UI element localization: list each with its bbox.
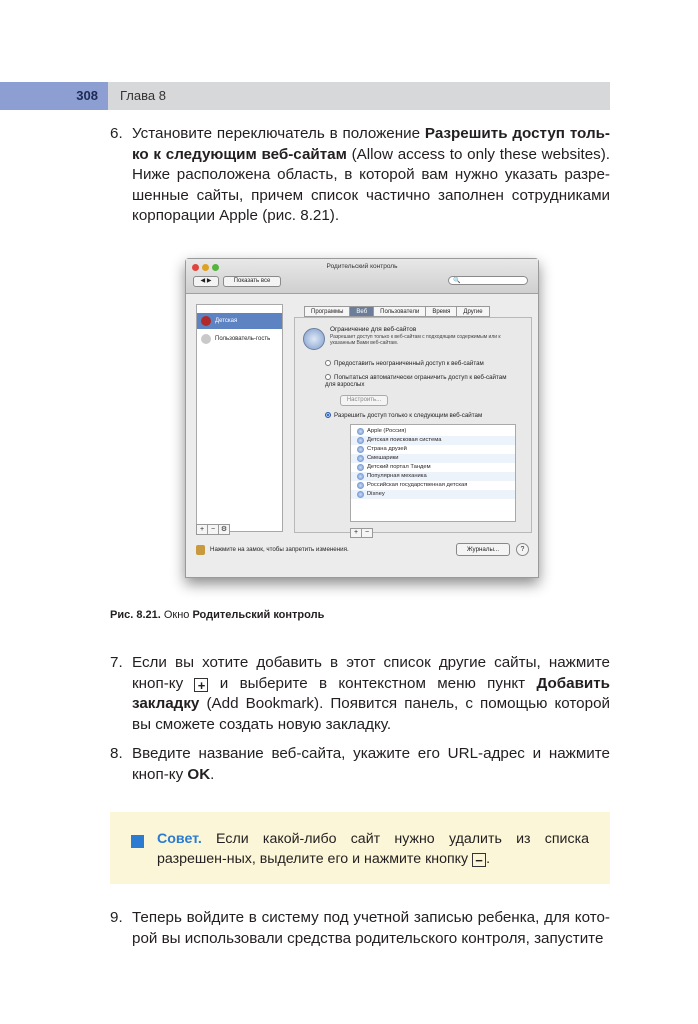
remove-site-button[interactable]: − xyxy=(361,528,373,538)
list-item[interactable] xyxy=(351,454,515,463)
figure-caption xyxy=(110,609,324,621)
step-9 xyxy=(110,908,610,949)
add-site-button[interactable]: + xyxy=(350,528,362,538)
panel-heading: Ограничение для веб-сайтов xyxy=(330,326,417,333)
option-unrestricted[interactable] xyxy=(325,360,484,367)
plus-box-icon: + xyxy=(194,678,208,692)
help-icon[interactable]: ? xyxy=(516,543,529,556)
globe-icon xyxy=(357,464,364,471)
allowed-sites-list xyxy=(350,424,516,522)
step-text-part: (Allow access to only these websites). Ниже расположена область, в которой вам нужно указать разре-шенные сайты, причем список частично заполнен сотрудниками корпорации Apple (рис. 8.21). xyxy=(132,145,611,224)
tab-web[interactable]: Веб xyxy=(349,306,374,317)
safari-compass-icon xyxy=(303,328,325,350)
option-label: Предоставить неограниченный доступ к веб-сайтам xyxy=(334,360,484,367)
site-label: Популярная механика xyxy=(367,473,427,479)
tip-label: Совет. xyxy=(157,831,202,847)
step-text-part: Если вы хотите добавить в этот список другие сайты, нажмите кноп-ку xyxy=(132,654,610,692)
back-forward-arrows-icon[interactable]: ◀ ▶ xyxy=(193,276,219,287)
step-8 xyxy=(110,744,610,785)
add-user-button[interactable]: + xyxy=(196,524,208,535)
step-text: Теперь войдите в систему под учетной записью ребенка, для кото-рой вы использовали средства родительского контроля, запустите xyxy=(132,909,610,947)
lock-icon[interactable] xyxy=(196,545,205,555)
tab-people[interactable]: Пользователи xyxy=(373,306,426,317)
step-text-part: и выберите в контекстном меню пункт xyxy=(208,674,537,692)
tip-marker-icon xyxy=(131,835,144,848)
step-text xyxy=(132,744,610,785)
user-avatar-icon xyxy=(201,334,211,344)
remove-user-button[interactable]: − xyxy=(207,524,219,535)
option-auto-limit[interactable] xyxy=(325,374,515,388)
window-title: Родительский контроль xyxy=(326,263,398,270)
option-label: Разрешить доступ только к следующим веб-сайтам xyxy=(334,412,483,419)
list-item[interactable] xyxy=(351,427,515,436)
user-label: Детская xyxy=(215,318,238,324)
user-list xyxy=(196,304,283,532)
list-item[interactable] xyxy=(351,436,515,445)
step-number: 6. xyxy=(110,125,123,142)
option-allow-only[interactable] xyxy=(325,412,482,419)
site-label: Детский портал Тандем xyxy=(367,464,431,470)
caption-label: Рис. 8.21. xyxy=(110,609,161,621)
step-text-part: Введите название веб-сайта, укажите его URL-адрес и нажмите кноп-ку xyxy=(132,745,610,783)
globe-icon xyxy=(357,437,364,444)
globe-icon xyxy=(357,491,364,498)
page-number: 308 xyxy=(76,88,98,103)
parental-controls-window xyxy=(185,258,539,578)
site-label: Disney xyxy=(367,491,385,497)
gear-icon[interactable]: ⚙ xyxy=(218,524,230,535)
site-label: Apple (Россия) xyxy=(367,428,407,434)
sidebar-buttons xyxy=(196,524,229,534)
globe-icon xyxy=(357,455,364,462)
running-header xyxy=(0,82,610,110)
list-item[interactable] xyxy=(351,481,515,490)
step-text xyxy=(132,124,610,227)
panel-description: Разрешает доступ только к веб-сайтам с подходящим содержимым или к указанным Вами веб-сайтам. xyxy=(330,334,501,346)
radio-icon[interactable] xyxy=(325,374,331,380)
site-label: Смешарики xyxy=(367,455,399,461)
step-text-part: Установите переключатель в положение xyxy=(132,125,425,142)
step-number: 9. xyxy=(110,909,123,926)
caption-bold: Родительский контроль xyxy=(192,609,325,621)
step-bold-text: OK xyxy=(187,765,211,783)
step-bold-text: Разрешить доступ толь-ко к следующим веб-сайтам xyxy=(132,125,610,163)
list-item[interactable] xyxy=(351,445,515,454)
tip-text-part: Если какой-либо сайт нужно удалить из списка разрешен-ных, выделите его и нажмите кнопку xyxy=(157,831,589,867)
list-buttons xyxy=(350,521,372,539)
logs-button[interactable]: Журналы... xyxy=(456,543,510,556)
globe-icon xyxy=(357,428,364,435)
globe-icon xyxy=(357,473,364,480)
window-titlebar xyxy=(186,259,538,294)
site-label: Детская поисковая система xyxy=(367,437,442,443)
site-label: Страна друзей xyxy=(367,446,407,452)
list-item[interactable] xyxy=(351,463,515,472)
user-item-child[interactable] xyxy=(197,313,282,329)
tip-text-part: . xyxy=(486,851,491,867)
step-text-part: . xyxy=(210,765,215,783)
step-number: 7. xyxy=(110,654,123,671)
configure-button[interactable]: Настроить... xyxy=(340,395,388,406)
step-bold-text: Добавить закладку xyxy=(132,674,611,712)
show-all-button[interactable]: Показать все xyxy=(223,276,281,287)
site-label: Российская государственная детская xyxy=(367,482,468,488)
tip-box xyxy=(110,812,610,884)
list-item[interactable] xyxy=(351,490,515,499)
tip-text xyxy=(157,829,589,869)
user-avatar-icon xyxy=(201,316,211,326)
radio-selected-icon[interactable] xyxy=(325,412,331,418)
page-number-box xyxy=(0,82,108,110)
user-label: Пользователь-гость xyxy=(215,336,271,342)
list-item[interactable] xyxy=(351,472,515,481)
radio-icon[interactable] xyxy=(325,360,331,366)
tab-apps[interactable]: Программы xyxy=(304,306,350,317)
web-panel xyxy=(294,317,532,536)
user-item-guest[interactable] xyxy=(197,331,282,347)
step-text xyxy=(132,653,610,735)
tab-other[interactable]: Другие xyxy=(456,306,489,317)
option-label: Попытаться автоматически ограничить доступ к веб-сайтам для взрослых xyxy=(325,374,507,388)
minus-box-icon: − xyxy=(472,853,486,867)
figure-screenshot xyxy=(185,258,537,588)
tab-bar xyxy=(304,306,489,317)
chapter-title: Глава 8 xyxy=(120,88,166,103)
caption-text: Окно xyxy=(160,609,193,621)
step-6 xyxy=(110,124,610,227)
step-7 xyxy=(110,653,610,735)
search-icon[interactable]: 🔍 xyxy=(448,276,528,285)
step-number: 8. xyxy=(110,745,123,762)
tab-time[interactable]: Время xyxy=(425,306,457,317)
lock-hint: Нажмите на замок, чтобы запретить изменения. xyxy=(210,546,349,553)
globe-icon xyxy=(357,446,364,453)
globe-icon xyxy=(357,482,364,489)
step-text-part: (Add Bookmark). Появится панель, с помощью которой вы сможете создать новую закладку. xyxy=(132,695,610,733)
